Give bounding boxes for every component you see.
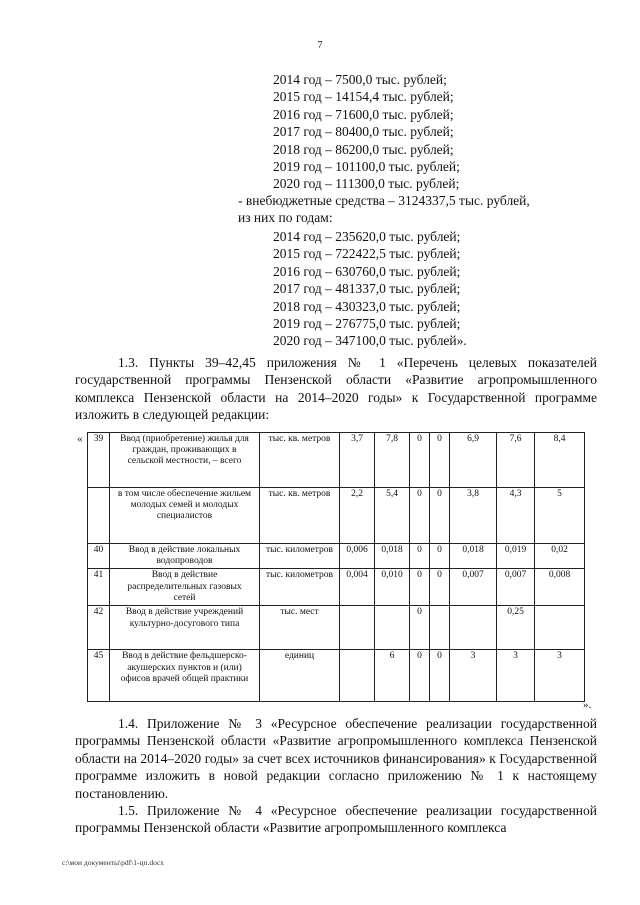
unit-cell: тыс. кв. метров — [260, 488, 340, 544]
unit-cell: тыс. километров — [260, 544, 340, 569]
paragraph-1-4: 1.4. Приложение № 3 «Ресурсное обеспечение реализации государственной программы Пензенской области «Развитие агропромышленного комплекса Пензенской области на 2014–2020 годы» за счет всех источников финансирования» к Государственной программе изложить в новой редакции согласно приложению № 1 к настоящему постановлению. — [75, 716, 597, 801]
list-item: 2017 год – 80400,0 тыс. рублей; — [273, 124, 454, 140]
list-item: 2016 год – 630760,0 тыс. рублей; — [273, 263, 461, 279]
indicator-name-cell: Ввод в действие локальных водопроводов — [110, 544, 260, 569]
unit-cell: тыс. километров — [260, 569, 340, 606]
list-item: 2015 год – 14154,4 тыс. рублей; — [273, 89, 454, 105]
year-value-cell: 0 — [410, 650, 430, 702]
row-number-cell: 45 — [88, 650, 110, 702]
year-value-cell: 0,008 — [535, 569, 585, 606]
year-value-cell — [430, 606, 450, 650]
year-value-cell — [340, 606, 375, 650]
year-value-cell: 0,019 — [497, 544, 535, 569]
year-value-cell: 0 — [410, 544, 430, 569]
paragraph-1-3: 1.3. Пункты 39–42,45 приложения № 1 «Перечень целевых показателей государственной программы Пензенской области «Развитие агропромышленного комплекса Пензенской области на 2014–2020 годы» к Государственной программе изложить в следующей редакции: — [75, 355, 597, 423]
indicator-name-cell: Ввод в действие фельдшерско-акушерских пунктов и (или) офисов врачей общей практики — [110, 650, 260, 702]
year-value-cell: 2,2 — [340, 488, 375, 544]
year-value-cell: 3,7 — [340, 433, 375, 488]
indicator-name-cell: Ввод (приобретение) жилья для граждан, проживающих в сельской местности, – всего — [110, 433, 260, 488]
year-value-cell: 3 — [535, 650, 585, 702]
year-value-cell: 0 — [430, 544, 450, 569]
list-item: 2018 год – 430323,0 тыс. рублей; — [273, 298, 461, 314]
offbudget-years-list — [273, 228, 467, 350]
row-number-cell: 40 — [88, 544, 110, 569]
year-value-cell: 7,8 — [375, 433, 410, 488]
indicators-table — [87, 432, 585, 702]
year-value-cell: 7,6 — [497, 433, 535, 488]
year-value-cell: 0,007 — [450, 569, 497, 606]
closing-quote: ». — [583, 699, 592, 711]
year-value-cell — [375, 606, 410, 650]
offbudget-subheading: из них по годам: — [238, 210, 333, 225]
year-value-cell: 0 — [410, 433, 430, 488]
unit-cell: тыс. кв. метров — [260, 433, 340, 488]
year-value-cell: 0,007 — [497, 569, 535, 606]
paragraph-1-5: 1.5. Приложение № 4 «Ресурсное обеспечение реализации государственной программы Пензенской области «Развитие агропромышленного комплекса — [75, 803, 597, 836]
budget-years-list — [273, 71, 460, 193]
year-value-cell: 0 — [430, 569, 450, 606]
table-row — [88, 606, 585, 650]
unit-cell: единиц — [260, 650, 340, 702]
page-number: 7 — [317, 40, 323, 51]
year-value-cell: 5,4 — [375, 488, 410, 544]
year-value-cell: 0,018 — [450, 544, 497, 569]
year-value-cell: 0 — [430, 488, 450, 544]
list-item: 2014 год – 235620,0 тыс. рублей; — [273, 229, 461, 244]
footer-file-path: c:\мои документы\pdf\1-цп.docx — [62, 858, 164, 867]
year-value-cell: 8,4 — [535, 433, 585, 488]
row-number-cell: 42 — [88, 606, 110, 650]
year-value-cell: 0 — [410, 569, 430, 606]
year-value-cell: 0,25 — [497, 606, 535, 650]
row-number-cell: 39 — [88, 433, 110, 488]
unit-cell: тыс. мест — [260, 606, 340, 650]
opening-quote: « — [77, 433, 83, 445]
year-value-cell: 0,004 — [340, 569, 375, 606]
year-value-cell: 0,010 — [375, 569, 410, 606]
year-value-cell — [340, 650, 375, 702]
list-item: 2019 год – 276775,0 тыс. рублей; — [273, 316, 461, 332]
row-number-cell: 41 — [88, 569, 110, 606]
year-value-cell: 0 — [410, 606, 430, 650]
indicator-name-cell: Ввод в действие учреждений культурно-досугового типа — [110, 606, 260, 650]
year-value-cell: 0,006 — [340, 544, 375, 569]
indicator-name-cell: Ввод в действие распределительных газовых сетей — [110, 569, 260, 606]
year-value-cell: 6 — [375, 650, 410, 702]
list-item: 2018 год – 86200,0 тыс. рублей; — [273, 141, 454, 157]
year-value-cell: 4,3 — [497, 488, 535, 544]
table-row — [88, 433, 585, 488]
list-item: 2016 год – 71600,0 тыс. рублей; — [273, 106, 454, 122]
year-value-cell — [535, 606, 585, 650]
year-value-cell: 3 — [497, 650, 535, 702]
list-item: 2020 год – 111300,0 тыс. рублей; — [273, 176, 460, 192]
table-row — [88, 488, 585, 544]
year-value-cell: 6,9 — [450, 433, 497, 488]
list-item: 2014 год – 7500,0 тыс. рублей; — [273, 72, 447, 87]
list-item: 2019 год – 101100,0 тыс. рублей; — [273, 159, 460, 175]
list-item: 2017 год – 481337,0 тыс. рублей; — [273, 281, 461, 297]
table-row — [88, 569, 585, 606]
indicator-name-cell: в том числе обеспечение жильем молодых семей и молодых специалистов — [110, 488, 260, 544]
year-value-cell: 0,018 — [375, 544, 410, 569]
year-value-cell — [450, 606, 497, 650]
year-value-cell: 0 — [410, 488, 430, 544]
list-item: 2015 год – 722422,5 тыс. рублей; — [273, 246, 461, 262]
year-value-cell: 0,02 — [535, 544, 585, 569]
year-value-cell: 5 — [535, 488, 585, 544]
offbudget-heading: - внебюджетные средства – 3124337,5 тыс. рублей, — [238, 193, 530, 208]
year-value-cell: 0 — [430, 650, 450, 702]
table-row — [88, 650, 585, 702]
list-item: 2020 год – 347100,0 тыс. рублей». — [273, 333, 467, 349]
year-value-cell: 3,8 — [450, 488, 497, 544]
year-value-cell: 3 — [450, 650, 497, 702]
row-number-cell — [88, 488, 110, 544]
table-row — [88, 544, 585, 569]
year-value-cell: 0 — [430, 433, 450, 488]
